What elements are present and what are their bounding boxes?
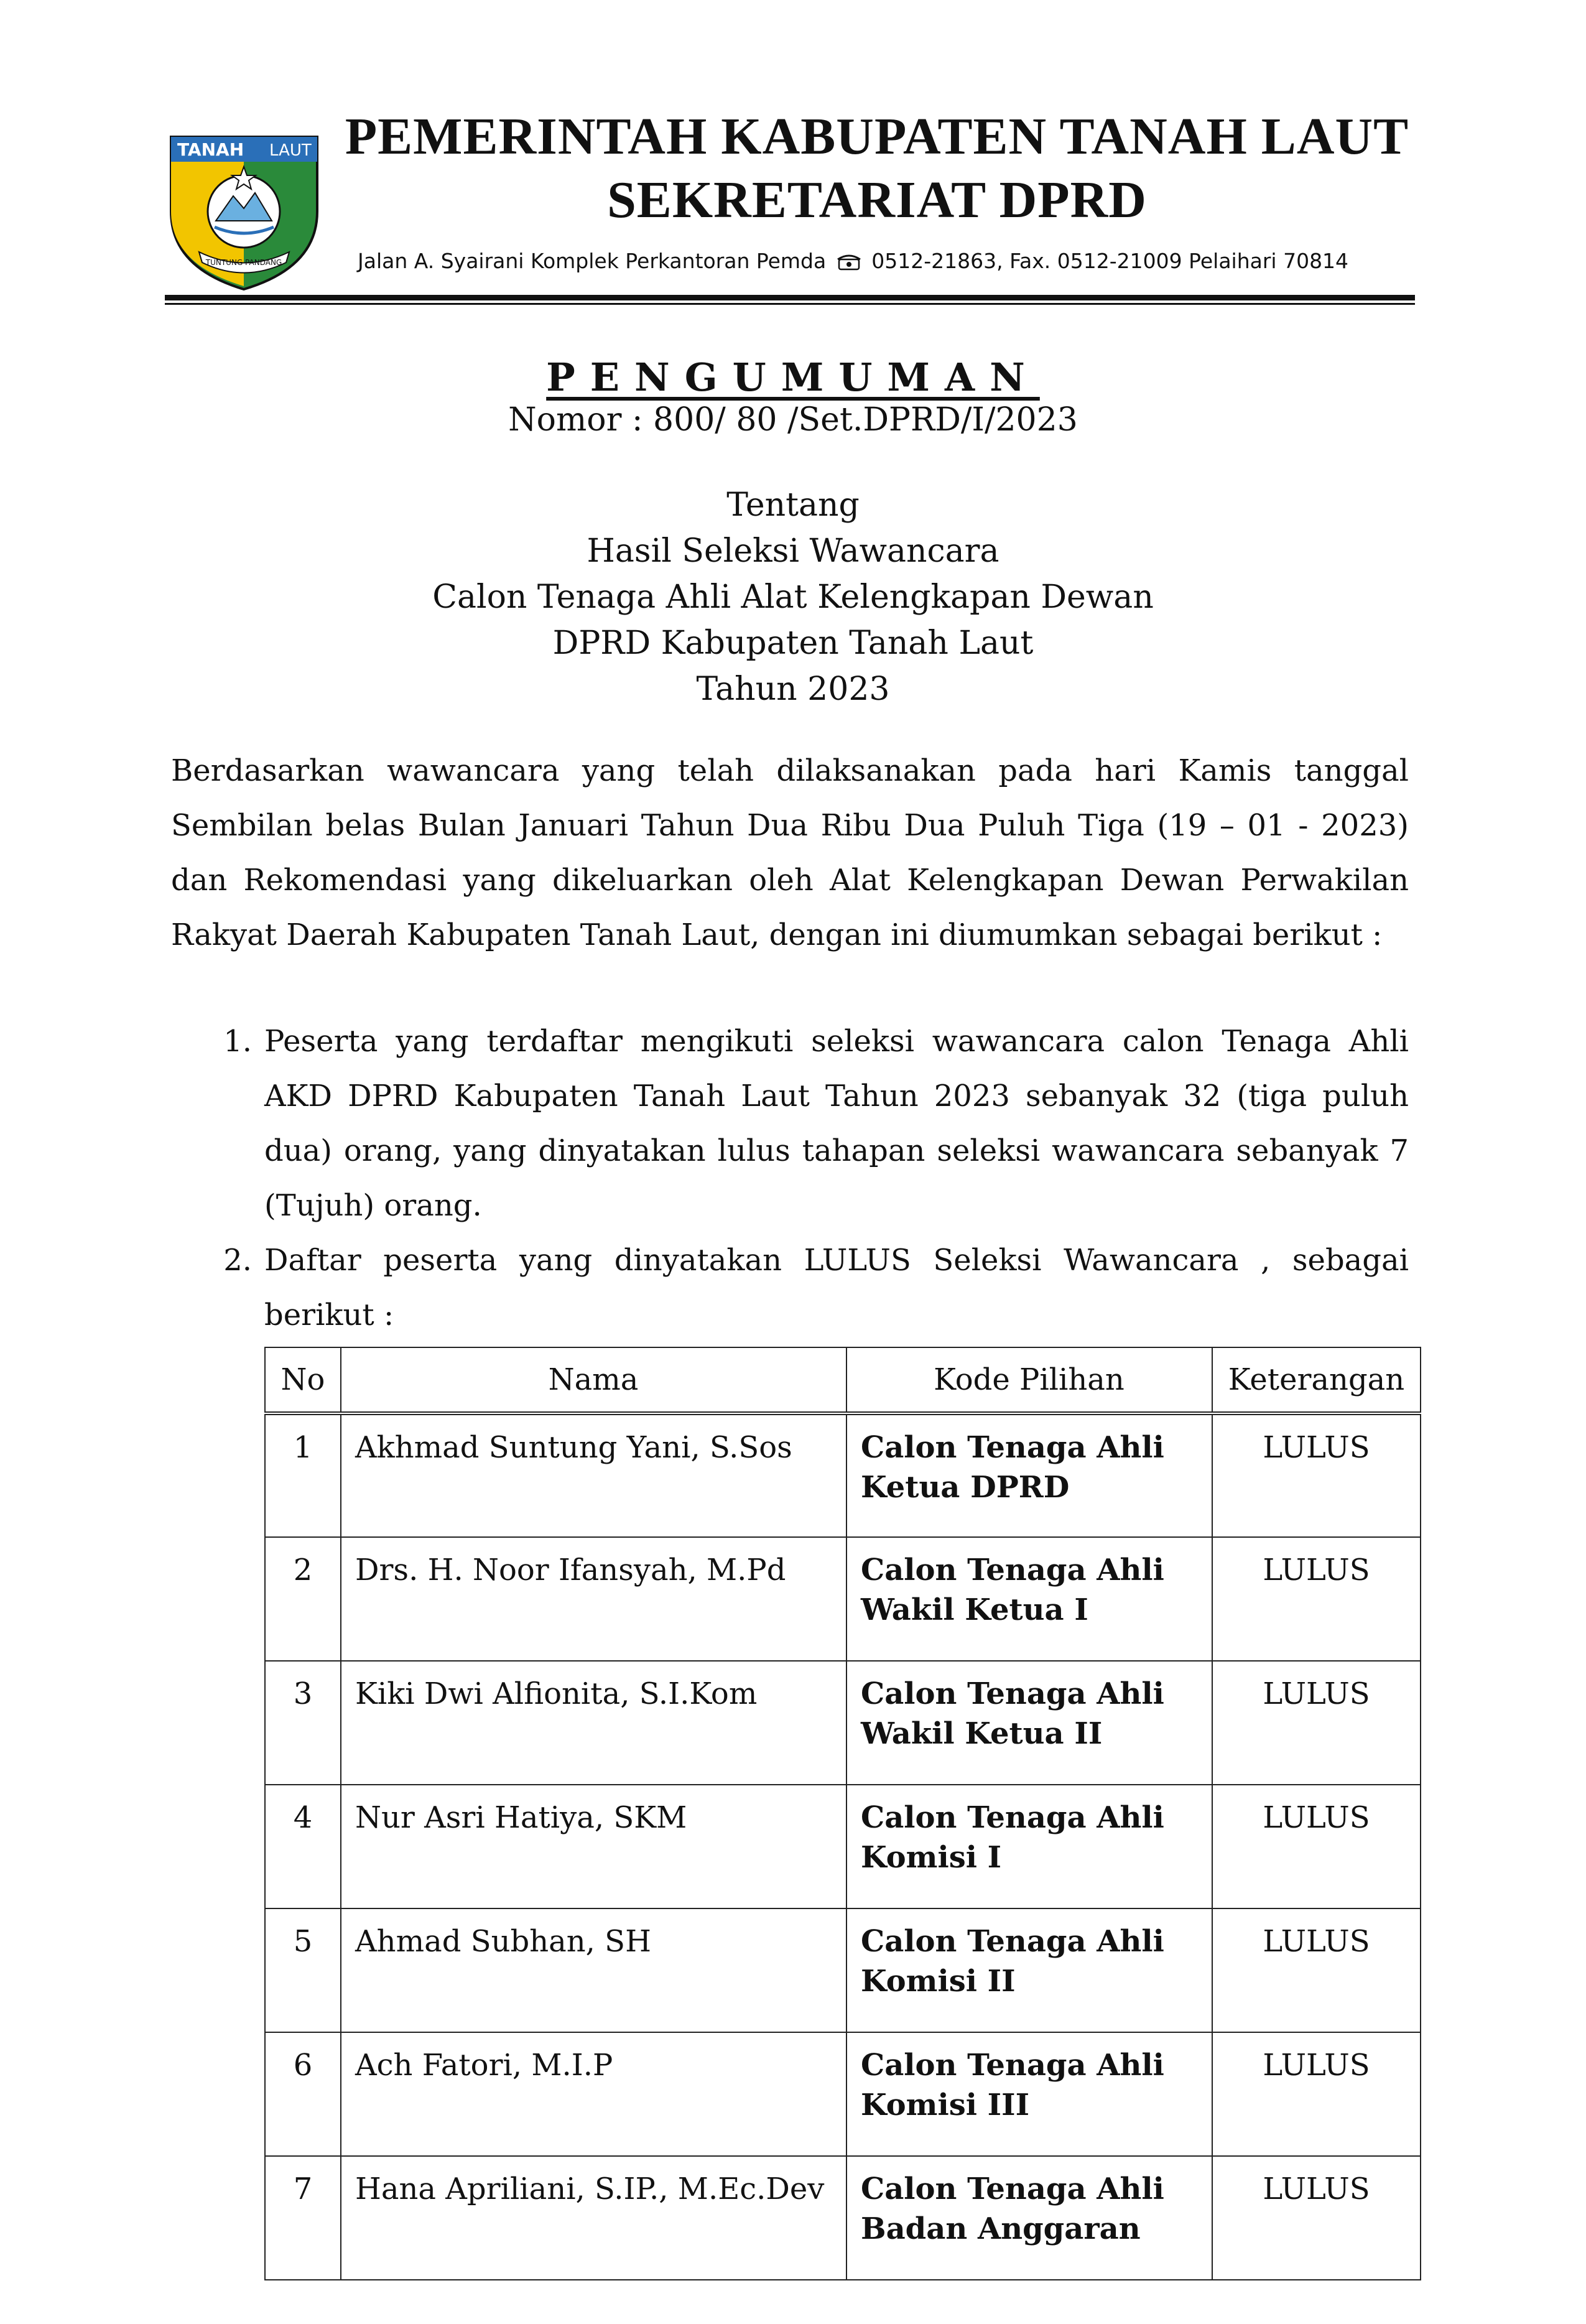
cell-nama: Ach Fatori, M.I.P — [341, 2032, 846, 2156]
telephone-icon — [837, 253, 861, 271]
kode-line-2: Komisi III — [861, 2088, 1030, 2122]
kode-line-1: Calon Tenaga Ahli — [861, 1924, 1164, 1959]
subject-line: Calon Tenaga Ahli Alat Kelengkapan Dewan — [432, 579, 1154, 616]
kode-line-1: Calon Tenaga Ahli — [861, 2172, 1164, 2206]
letterhead-divider-thick — [165, 295, 1415, 300]
cell-kode — [846, 1537, 1212, 1661]
kode-line-2: Badan Anggaran — [861, 2211, 1141, 2246]
logo-motto: TUNTUNG PANDANG — [205, 258, 282, 267]
table-row — [265, 1908, 1421, 2032]
list-item-text: Peserta yang terdaftar mengikuti seleksi wawancara calon Tenaga Ahli AKD DPRD Kabupaten Tanah Laut Tahun 2023 sebanyak 32 (tiga puluh dua) orang, yang dinyatakan lulus tahapan seleksi wawancara sebanyak 7 (Tujuh) orang. — [264, 1024, 1409, 1223]
cell-nama: Kiki Dwi Alfionita, S.I.Kom — [341, 1661, 846, 1785]
address-street: Jalan A. Syairani Komplek Perkantoran Pemda — [358, 249, 827, 273]
header-nama: Nama — [341, 1347, 846, 1413]
kode-line-1: Calon Tenaga Ahli — [861, 1676, 1164, 1711]
announcement-number: Nomor : 800/ 80 /Set.DPRD/I/2023 — [508, 401, 1078, 439]
cell-kode — [846, 1413, 1212, 1537]
cell-kode — [846, 1785, 1212, 1908]
cell-nama: Hana Apriliani, S.IP., M.Ec.Dev — [341, 2156, 846, 2280]
header-keterangan: Keterangan — [1212, 1347, 1421, 1413]
regency-logo — [165, 118, 323, 292]
cell-no: 6 — [265, 2032, 341, 2156]
kode-line-1: Calon Tenaga Ahli — [861, 2048, 1164, 2083]
kode-line-2: Komisi I — [861, 1840, 1002, 1875]
logo-banner-left: TANAH — [177, 139, 244, 160]
kode-line-2: Komisi II — [861, 1964, 1016, 1999]
subject-line: Tentang — [726, 486, 860, 524]
table-row — [265, 2156, 1421, 2280]
cell-nama: Drs. H. Noor Ifansyah, M.Pd — [341, 1537, 846, 1661]
subject-line: Hasil Seleksi Wawancara — [587, 532, 999, 570]
letterhead-divider-thin — [165, 303, 1415, 305]
table-row — [265, 1661, 1421, 1785]
cell-no: 4 — [265, 1785, 341, 1908]
cell-keterangan: LULUS — [1212, 1908, 1421, 2032]
intro-paragraph: Berdasarkan wawancara yang telah dilaksanakan pada hari Kamis tanggal Sembilan belas Bulan Januari Tahun Dua Ribu Dua Puluh Tiga (19 – 01 - 2023) dan Rekomendasi yang dikeluarkan oleh Alat Kelengkapan Dewan Perwakilan Rakyat Daerah Kabupaten Tanah Laut, dengan ini diumumkan sebagai berikut : — [171, 753, 1409, 952]
announcement-subject — [0, 482, 1586, 712]
address-contact: 0512-21863, Fax. 0512-21009 Pelaihari 70814 — [871, 249, 1349, 273]
cell-no: 5 — [265, 1908, 341, 2032]
cell-kode — [846, 2156, 1212, 2280]
cell-no: 2 — [265, 1537, 341, 1661]
list-item-text: Daftar peserta yang dinyatakan LULUS Seleksi Wawancara , sebagai berikut : — [264, 1243, 1409, 1332]
cell-nama: Akhmad Suntung Yani, S.Sos — [341, 1413, 846, 1537]
cell-keterangan: LULUS — [1212, 1413, 1421, 1537]
cell-nama: Ahmad Subhan, SH — [341, 1908, 846, 2032]
cell-keterangan: LULUS — [1212, 1661, 1421, 1785]
kode-line-2: Ketua DPRD — [861, 1470, 1070, 1505]
table-row — [265, 1413, 1421, 1537]
logo-banner-right: LAUT — [269, 141, 312, 160]
cell-no: 3 — [265, 1661, 341, 1785]
kode-line-1: Calon Tenaga Ahli — [861, 1553, 1164, 1587]
cell-no: 7 — [265, 2156, 341, 2280]
cell-no: 1 — [265, 1413, 341, 1537]
table-row — [265, 1537, 1421, 1661]
numbered-list — [171, 1014, 1409, 1342]
announcement-title: PENGUMUMAN — [546, 355, 1040, 400]
subject-line: DPRD Kabupaten Tanah Laut — [552, 625, 1034, 662]
list-item — [171, 1233, 1409, 1342]
list-item — [171, 1014, 1409, 1233]
kode-line-1: Calon Tenaga Ahli — [861, 1800, 1164, 1835]
cell-kode — [846, 2032, 1212, 2156]
kode-line-2: Wakil Ketua II — [861, 1716, 1103, 1751]
kode-line-2: Wakil Ketua I — [861, 1592, 1088, 1627]
cell-keterangan: LULUS — [1212, 2032, 1421, 2156]
list-item-number: 2. — [223, 1243, 252, 1278]
table-header-row — [265, 1347, 1421, 1413]
header-no: No — [265, 1347, 341, 1413]
cell-nama: Nur Asri Hatiya, SKM — [341, 1785, 846, 1908]
cell-keterangan: LULUS — [1212, 2156, 1421, 2280]
list-item-number: 1. — [223, 1024, 252, 1059]
subject-line: Tahun 2023 — [696, 671, 890, 708]
table-row — [265, 2032, 1421, 2156]
kode-line-1: Calon Tenaga Ahli — [861, 1430, 1164, 1465]
cell-keterangan: LULUS — [1212, 1537, 1421, 1661]
secretariat-title: SEKRETARIAT DPRD — [607, 171, 1147, 229]
address-line — [358, 249, 1415, 274]
table-row — [265, 1785, 1421, 1908]
government-title: PEMERINTAH KABUPATEN TANAH LAUT — [345, 108, 1409, 165]
header-kode-pilihan: Kode Pilihan — [846, 1347, 1212, 1413]
cell-keterangan: LULUS — [1212, 1785, 1421, 1908]
cell-kode — [846, 1661, 1212, 1785]
results-table — [264, 1347, 1421, 2280]
cell-kode — [846, 1908, 1212, 2032]
